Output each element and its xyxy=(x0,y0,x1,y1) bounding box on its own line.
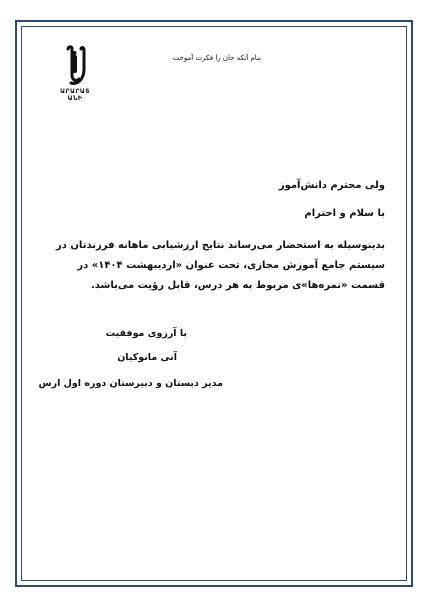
signer-title: مدیر دبستان و دبیرستان دوره اول ارس xyxy=(38,378,223,389)
salutation: با سلام و احترام xyxy=(304,208,385,219)
bismillah-header: بنام آنکه جان را فکرت آموخت xyxy=(172,54,261,62)
logo-caption-line1: ԱՐԱՐԱՏ xyxy=(60,88,90,95)
greeting: ولی محترم دانش‌آموز xyxy=(278,180,385,191)
signer-name: آنی مانوکیان xyxy=(117,352,177,363)
logo-caption-line2: ԱՆԻ xyxy=(67,95,83,102)
closing-line: با آرزوی موفقیت xyxy=(105,328,187,339)
logo-caption xyxy=(58,88,92,102)
letter-body: بدینوسیله به استحضار می‌رساند نتایج ارزشیابی ماهانه فرزندتان در سیستم جامع آموزش مجازی، تحت عنوان «اردیبهشت ۱۴۰۴» در قسمت «نمره‌ها»ی مربوط به هر درس، قابل رؤیت می‌باشد. xyxy=(56,240,385,291)
inner-border-frame xyxy=(21,26,407,581)
